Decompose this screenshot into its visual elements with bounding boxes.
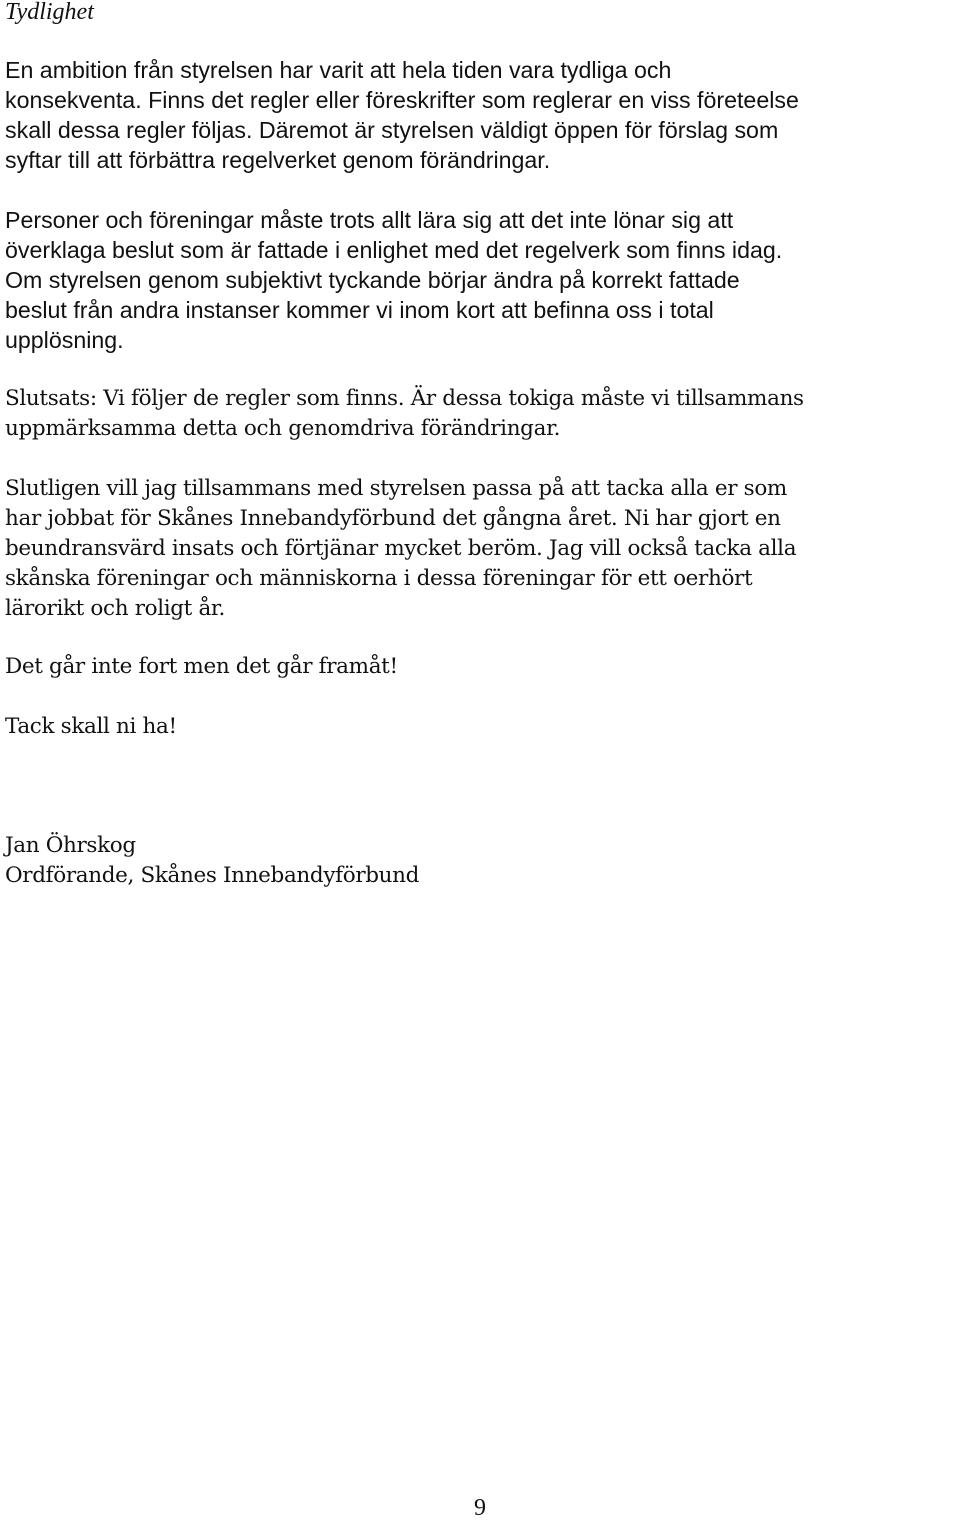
- paragraph-line: beslut från andra instanser kommer vi inom kort att befinna oss i total: [5, 297, 714, 323]
- paragraph-line: uppmärksamma detta och genomdriva förändringar.: [5, 416, 561, 441]
- paragraph-line: Om styrelsen genom subjektivt tyckande börjar ändra på korrekt fattade: [5, 267, 740, 293]
- signature-title: Ordförande, Skånes Innebandyförbund: [5, 863, 420, 888]
- signature-name: Jan Öhrskog: [5, 833, 136, 858]
- paragraph-line: syftar till att förbättra regelverket genom förändringar.: [5, 147, 551, 173]
- paragraph-line: Tack skall ni ha!: [5, 714, 177, 739]
- paragraph-line: Slutsats: Vi följer de regler som finns. Är dessa tokiga måste vi tillsammans: [5, 386, 804, 411]
- signature-block: [5, 831, 957, 891]
- paragraph-line: lärorikt och roligt år.: [5, 596, 225, 621]
- section-heading: Tydlighet: [5, 0, 94, 25]
- paragraph-line: konsekventa. Finns det regler eller föreskrifter som reglerar en viss företeelse: [5, 87, 799, 113]
- paragraph-line: har jobbat för Skånes Innebandyförbund det gångna året. Ni har gjort en: [5, 506, 781, 531]
- paragraph-appeals: [5, 205, 957, 355]
- paragraph-line: skall dessa regler följas. Däremot är styrelsen väldigt öppen för förslag som: [5, 117, 779, 143]
- paragraph-line: Det går inte fort men det går framåt!: [5, 654, 398, 679]
- page-number: 9: [474, 1495, 486, 1521]
- paragraph-conclusion: [5, 384, 957, 444]
- paragraph-line: överklaga beslut som är fattade i enlighet med det regelverk som finns idag.: [5, 237, 783, 263]
- paragraph-line: skånska föreningar och människorna i dessa föreningar för ett oerhört: [5, 566, 753, 591]
- paragraph-line: upplösning.: [5, 327, 124, 353]
- paragraph-thanks: [5, 474, 957, 624]
- paragraph-progress: [5, 652, 957, 682]
- paragraph-line: En ambition från styrelsen har varit att hela tiden vara tydliga och: [5, 57, 672, 83]
- paragraph-closing: [5, 712, 957, 742]
- paragraph-line: Personer och föreningar måste trots allt lära sig att det inte lönar sig att: [5, 207, 734, 233]
- paragraph-line: Slutligen vill jag tillsammans med styrelsen passa på att tacka alla er som: [5, 476, 787, 501]
- paragraph-ambition: [5, 55, 957, 175]
- paragraph-line: beundransvärd insats och förtjänar mycket beröm. Jag vill också tacka alla: [5, 536, 797, 561]
